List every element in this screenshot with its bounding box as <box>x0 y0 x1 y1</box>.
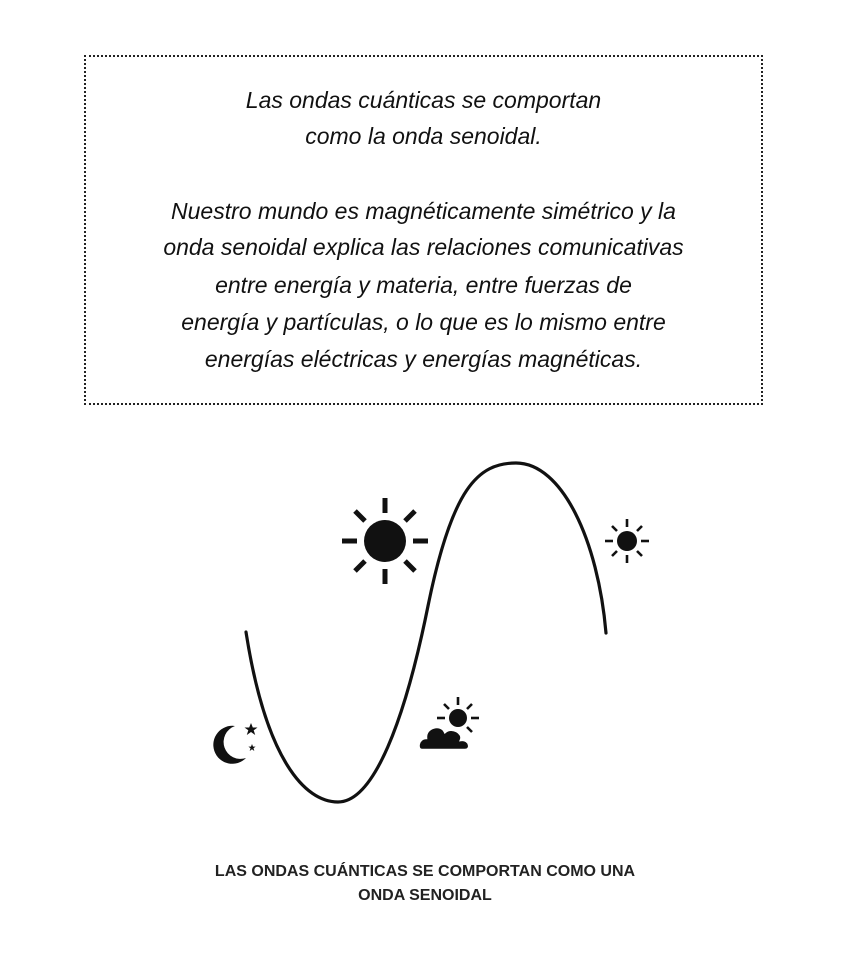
small-sun-icon <box>605 519 649 563</box>
quote-p2-line-2: onda senoidal explica las relaciones comunicativas <box>163 234 684 260</box>
quote-p2-line-3: entre energía y materia, entre fuerzas de <box>215 272 632 298</box>
quote-p1-line-2: como la onda senoidal. <box>305 123 542 149</box>
quote-p2-line-1: Nuestro mundo es magnéticamente simétrico y la <box>171 198 676 224</box>
quote-p2-line-5: energías eléctricas y energías magnéticas. <box>204 346 643 372</box>
caption-line-1: LAS ONDAS CUÁNTICAS SE COMPORTAN COMO UNA <box>214 863 636 880</box>
sun-behind-cloud-icon <box>419 697 479 750</box>
quote-p2-line-4: energía y partículas, o lo que es lo mismo entre <box>181 309 666 335</box>
caption-line-2: ONDA SENOIDAL <box>358 887 492 904</box>
moon-stars-icon <box>213 723 257 764</box>
quote-p1-line-1: Las ondas cuánticas se comportan <box>245 87 602 113</box>
sun-icon <box>342 498 428 584</box>
